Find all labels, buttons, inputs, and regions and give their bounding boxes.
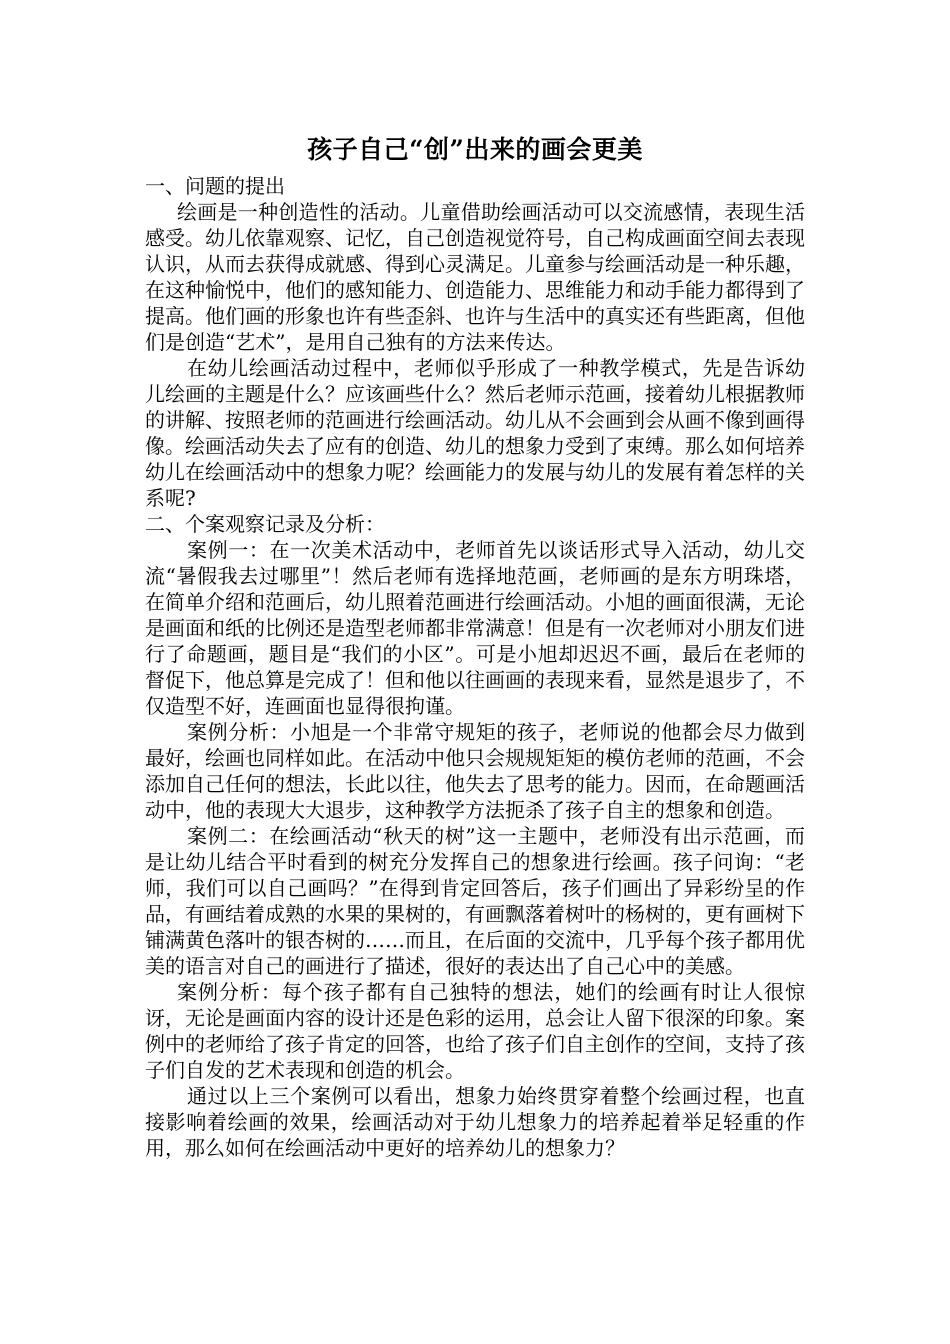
paragraph-case-one: 案例一：在一次美术活动中，老师首先以谈话形式导入活动，幼儿交流“暑假我去过哪里”！然后老师有选择地范画，老师画的是东方明珠塔，在简单介绍和范画后，幼儿照着范画进行绘画活动。小旭的画面很满，无论是画面和纸的比例还是造型老师都非常满意！但是有一次老师对小朋友们进行了命题画，题目是“我们的小区”。可是小旭却迟迟不画，最后在老师的督促下，他总算是完成了！但和他以往画画的表现来看，显然是退步了，不仅造型不好，连画面也显得很拘谨。 [145, 538, 805, 718]
paragraph-teaching-mode: 在幼儿绘画活动过程中，老师似乎形成了一种教学模式，先是告诉幼儿绘画的主题是什么？应该画些什么？然后老师示范画，接着幼儿根据教师的讲解、按照老师的范画进行绘画活动。幼儿从不会画到会从画不像到画得像。绘画活动失去了应有的创造、幼儿的想象力受到了束缚。那么如何培养幼儿在绘画活动中的想象力呢？绘画能力的发展与幼儿的发展有着怎样的关系呢? [145, 356, 805, 510]
paragraph-case-two: 案例二：在绘画活动“秋天的树”这一主题中，老师没有出示范画，而是让幼儿结合平时看到的树充分发挥自己的想象进行绘画。孩子问询：“老师，我们可以自己画吗？”在得到肯定回答后，孩子们画出了异彩纷呈的作品，有画结着成熟的水果的果树的，有画飘落着树叶的杨树的，更有画树下铺满黄色落叶的银杏树的……而且，在后面的交流中，几乎每个孩子都用优美的语言对自己的画进行了描述，很好的表达出了自己心中的美感。 [145, 824, 805, 978]
section-heading-problem: 一、问题的提出 [145, 174, 285, 198]
paragraph-case-one-analysis: 案例分析：小旭是一个非常守规矩的孩子，老师说的他都会尽力做到最好，绘画也同样如此。在活动中他只会规规矩矩的模仿老师的范画，不会添加自己任何的想法，长此以往，他失去了思考的能力。因而，在命题画活动中，他的表现大大退步，这种教学方法扼杀了孩子自主的想象和创造。 [145, 720, 805, 822]
document-body [145, 173, 805, 1161]
paragraph-conclusion: 通过以上三个案例可以看出，想象力始终贯穿着整个绘画过程，也直接影响着绘画的效果，绘画活动对于幼儿想象力的培养起着举足轻重的作用，那么如何在绘画活动中更好的培养幼儿的想象力？ [145, 1084, 805, 1160]
paragraph-case-two-analysis: 案例分析：每个孩子都有自己独特的想法，她们的绘画有时让人很惊讶，无论是画面内容的设计还是色彩的运用，总会让人留下很深的印象。案例中的老师给了孩子肯定的回答，也给了孩子们自主创作的空间，支持了孩子们自发的艺术表现和创造的机会。 [145, 980, 805, 1082]
document-title: 孩子自己“创”出来的画会更美 [307, 135, 643, 164]
paragraph-drawing-creativity: 绘画是一种创造性的活动。儿童借助绘画活动可以交流感情，表现生活感受。幼儿依靠观察、记忆，自己创造视觉符号，自己构成画面空间去表现认识，从而去获得成就感、得到心灵满足。儿童参与绘画活动是一种乐趣，在这种愉悦中，他们的感知能力、创造能力、思维能力和动手能力都得到了提高。他们画的形象也许有些歪斜、也许与生活中的真实还有些距离，但他们是创造“艺术”，是用自己独有的方法来传达。 [145, 200, 805, 354]
section-heading-case-study: 二、个案观察记录及分析： [145, 512, 385, 536]
